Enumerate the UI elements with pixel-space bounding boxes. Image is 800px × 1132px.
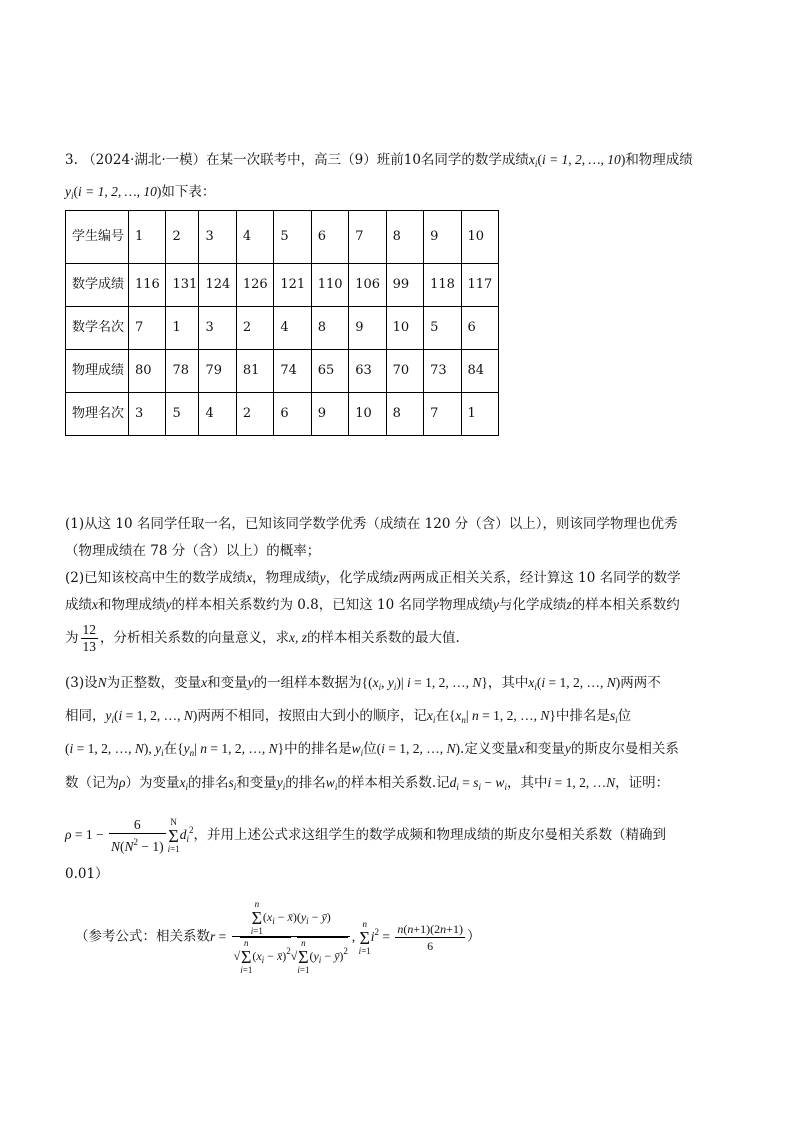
table-cell: 5 xyxy=(424,307,461,350)
math-x-i: $x_i$ xyxy=(426,708,436,725)
table-cell: 2 xyxy=(236,307,273,350)
table-cell: 9 xyxy=(349,307,386,350)
part3-text: 两两不 xyxy=(620,675,661,691)
part3-text: 的样本相关系数.记 xyxy=(337,775,450,791)
table-cell: 8 xyxy=(386,211,423,264)
part3-text: 相同， xyxy=(65,708,106,724)
table-cell: 79 xyxy=(199,350,236,393)
math-y-i: $y_i$ xyxy=(65,184,74,201)
table-cell: 70 xyxy=(386,350,423,393)
table-cell: 121 xyxy=(274,264,311,307)
var-x: x xyxy=(246,570,253,585)
math-w-i: $w_i$ xyxy=(325,775,338,792)
math-w-i: $w_i$ xyxy=(351,741,364,758)
problem-source: （2024·湖北·一模） xyxy=(82,152,207,168)
table-cell: 5 xyxy=(166,393,199,436)
part3-line1 xyxy=(65,673,661,697)
math-index: (i = 1, 2, …, N) xyxy=(114,708,198,723)
math-d-def: $d_i = s_i - w_i$ xyxy=(449,775,507,792)
math-y-i: $y_i$ xyxy=(155,741,164,758)
var-x-z: x, z xyxy=(289,630,307,645)
table-cell: 7 xyxy=(424,393,461,436)
part3-text: 的排名 xyxy=(188,775,229,791)
problem-intro-text-2: 和物理成绩 xyxy=(625,152,693,168)
part2-text: 的样本相关系数约 xyxy=(571,597,680,613)
table-row xyxy=(66,350,499,393)
table-cell: 131 xyxy=(166,264,199,307)
table-cell: 78 xyxy=(166,350,199,393)
part3-line6: 0.01） xyxy=(65,866,109,882)
table-cell: 6 xyxy=(274,393,311,436)
part2-text: 两两成正相关关系，经计算这 10 名同学的数学 xyxy=(398,570,681,586)
table-cell: 80 xyxy=(129,350,166,393)
table-cell: 106 xyxy=(349,264,386,307)
part3-line2 xyxy=(65,706,631,730)
table-cell: 10 xyxy=(349,393,386,436)
part2-text: 成绩 xyxy=(65,597,92,613)
math-x-i: $x_i$ xyxy=(528,675,537,692)
part3-text: .定义变量 xyxy=(460,741,519,757)
part3-text: 位 xyxy=(363,741,377,757)
part3-text: 的排名 xyxy=(285,775,326,791)
row-label: 学生编号 xyxy=(66,211,129,264)
math-y-i: $y_i$ xyxy=(105,708,115,725)
table-cell: 4 xyxy=(199,393,236,436)
table-cell: 2 xyxy=(166,211,199,264)
part3-text: 在 xyxy=(163,741,178,757)
part3-text: 和变量 xyxy=(207,675,248,691)
table-cell: 110 xyxy=(311,264,348,307)
problem-intro-text-3: 如下表： xyxy=(161,184,216,200)
reference-text: ） xyxy=(466,928,481,945)
table-cell: 8 xyxy=(311,307,348,350)
table-cell: 1 xyxy=(461,393,499,436)
part3-text: ，其中 xyxy=(487,675,529,691)
math-y-i: $y_i$ xyxy=(276,775,286,792)
math-s-i: $s_i$ xyxy=(609,708,618,725)
table-cell: 3 xyxy=(129,393,166,436)
part3-text: ，其中 xyxy=(506,775,548,791)
table-cell: 126 xyxy=(236,264,273,307)
part2-text: 为 xyxy=(65,630,79,646)
problem-intro-text: 在某一次联考中，高三（9）班前10名同学的数学成绩 xyxy=(206,152,529,168)
table-cell: 1 xyxy=(166,307,199,350)
table-cell: 10 xyxy=(461,211,499,264)
table-cell: 8 xyxy=(386,393,423,436)
table-cell: 1 xyxy=(129,211,166,264)
var-x: x xyxy=(518,741,525,756)
part2-text: (2)已知该校高中生的数学成绩 xyxy=(65,570,247,586)
var-y: y xyxy=(564,741,571,756)
var-z: z xyxy=(393,570,399,585)
part2-line2 xyxy=(65,595,680,615)
var-y: y xyxy=(247,675,254,690)
table-cell: 4 xyxy=(236,211,273,264)
part1-line2: （物理成绩在 78 分（含）以上）的概率； xyxy=(65,543,321,559)
table-cell: 2 xyxy=(236,393,273,436)
part2-text: ，分析相关系数的向量意义，求 xyxy=(100,630,289,646)
var-x: x xyxy=(201,675,208,690)
table-cell: 65 xyxy=(311,350,348,393)
math-set-y: {$y_n|$ n = 1, 2, …, N} xyxy=(177,741,285,758)
spearman-formula: ρ = 1 − $\frac{6}{N(N^2 - 1)}$ N Σ $i=1d_i^2$ xyxy=(65,816,194,854)
part2-text: 的样本相关系数的最大值. xyxy=(307,630,460,646)
table-row xyxy=(66,307,499,350)
score-table xyxy=(65,210,499,436)
reference-formula xyxy=(75,900,480,975)
part3-text: ，并用上述公式求这组学生的数学成频和物理成绩的斯皮尔曼相关系数（精确到 xyxy=(193,827,666,843)
part2-text: 与化学成绩 xyxy=(499,597,567,613)
part3-line5 xyxy=(65,812,666,857)
part1-line1: (1)从这 10 名同学任取一名，已知该同学数学优秀（成绩在 120 分（含）以上），则该同学物理也优秀 xyxy=(65,516,678,532)
math-x-i: $x_i$ xyxy=(179,775,188,792)
var-z: z xyxy=(566,597,572,612)
var-N: N xyxy=(97,675,107,690)
table-cell: 9 xyxy=(424,211,461,264)
table-cell: 5 xyxy=(274,211,311,264)
var-rho: ρ xyxy=(119,775,126,790)
math-index: (i = 1, 2, …, N) xyxy=(376,741,461,756)
correlation-formula: r = n Σ $i=1(x_i$ − $x̄)(y_i$ − ȳ) √n Σ $i=1(x_i$ − x̄)$^2$√n Σ $i=1(y_i$ − ȳ)$^2$ , n Σ $i=1i^2$ = $\frac{n(n+1)(2n+1)}{6}$ xyxy=(210,899,463,975)
row-label: 物理名次 xyxy=(66,393,129,436)
table-cell: 3 xyxy=(199,211,236,264)
part2-text: 的样本相关系数约为 0.8，已知这 10 名同学物理成绩 xyxy=(171,597,494,613)
part3-text: 两两不相同，按照由大到小的顺序，记 xyxy=(197,708,427,724)
math-set-x: {$x_n|$ n = 1, 2, …, N} xyxy=(448,708,556,725)
math-index: (i = 1, 2, …, N) xyxy=(536,675,621,690)
part3-text: 中排名是 xyxy=(555,708,610,724)
part2-text: ，化学成绩 xyxy=(325,570,394,586)
table-cell: 6 xyxy=(311,211,348,264)
reference-text: （参考公式：相关系数 xyxy=(75,928,210,945)
part3-text: 的一组样本数据为 xyxy=(253,675,362,691)
row-label: 物理成绩 xyxy=(66,350,129,393)
table-row xyxy=(66,211,499,264)
part3-text: 和变量 xyxy=(236,775,277,791)
problem-intro-line1 xyxy=(65,150,693,174)
table-cell: 73 xyxy=(424,350,461,393)
math-index-short: i = 1, 2, …N xyxy=(547,775,616,790)
math-index: (i = 1, 2, …, N), xyxy=(65,741,156,756)
math-s-i: $s_i$ xyxy=(228,775,237,792)
row-label: 数学名次 xyxy=(66,307,129,350)
part3-text: 中的排名是 xyxy=(284,741,352,757)
part3-text: 在 xyxy=(435,708,449,724)
part3-text: (3)设 xyxy=(65,675,98,691)
table-cell: 116 xyxy=(129,264,166,307)
table-cell: 3 xyxy=(199,307,236,350)
table-cell: 7 xyxy=(349,211,386,264)
part3-text: 和变量 xyxy=(524,741,565,757)
part3-text: ）为变量 xyxy=(125,775,180,791)
part3-text: 数（记为 xyxy=(65,775,119,791)
math-index-range: (i = 1, 2, …, 10) xyxy=(537,152,626,167)
table-cell: 74 xyxy=(274,350,311,393)
math-sample-set: {($x_i$, $y_i)|$ i = 1, 2, …, N} xyxy=(361,675,488,692)
math-x-i: $x_i$ xyxy=(528,152,538,169)
var-y: y xyxy=(493,597,500,612)
table-cell: 117 xyxy=(461,264,499,307)
part3-text: 位 xyxy=(617,708,632,724)
var-y: y xyxy=(165,597,172,612)
part2-text: ，物理成绩 xyxy=(252,570,320,586)
table-cell: 118 xyxy=(424,264,461,307)
math-index-range-2: (i = 1, 2, …, 10) xyxy=(73,184,162,199)
part3-line4 xyxy=(65,773,669,797)
table-cell: 124 xyxy=(199,264,236,307)
problem-intro-line2 xyxy=(65,182,215,206)
table-cell: 81 xyxy=(236,350,273,393)
part2-line1 xyxy=(65,568,681,588)
table-cell: 99 xyxy=(386,264,423,307)
part2-line3 xyxy=(65,622,460,655)
table-row xyxy=(66,393,499,436)
table-cell: 7 xyxy=(129,307,166,350)
table-cell: 63 xyxy=(349,350,386,393)
table-cell: 9 xyxy=(311,393,348,436)
part3-text: 为正整数，变量 xyxy=(106,675,202,691)
part3-text: ，证明： xyxy=(615,775,670,791)
problem-number: 3. xyxy=(65,152,78,168)
row-label: 数学成绩 xyxy=(66,264,129,307)
part3-text: 的斯皮尔曼相关系 xyxy=(570,741,679,757)
table-cell: 4 xyxy=(274,307,311,350)
table-cell: 84 xyxy=(461,350,499,393)
table-row xyxy=(66,264,499,307)
table-cell: 10 xyxy=(386,307,423,350)
part2-text: 和物理成绩 xyxy=(98,597,166,613)
table-cell: 6 xyxy=(461,307,499,350)
part3-line3 xyxy=(65,739,679,763)
var-y: y xyxy=(319,570,326,585)
var-x: x xyxy=(92,597,98,612)
fraction-12-13: $\frac{12}{13}$ xyxy=(82,622,96,654)
